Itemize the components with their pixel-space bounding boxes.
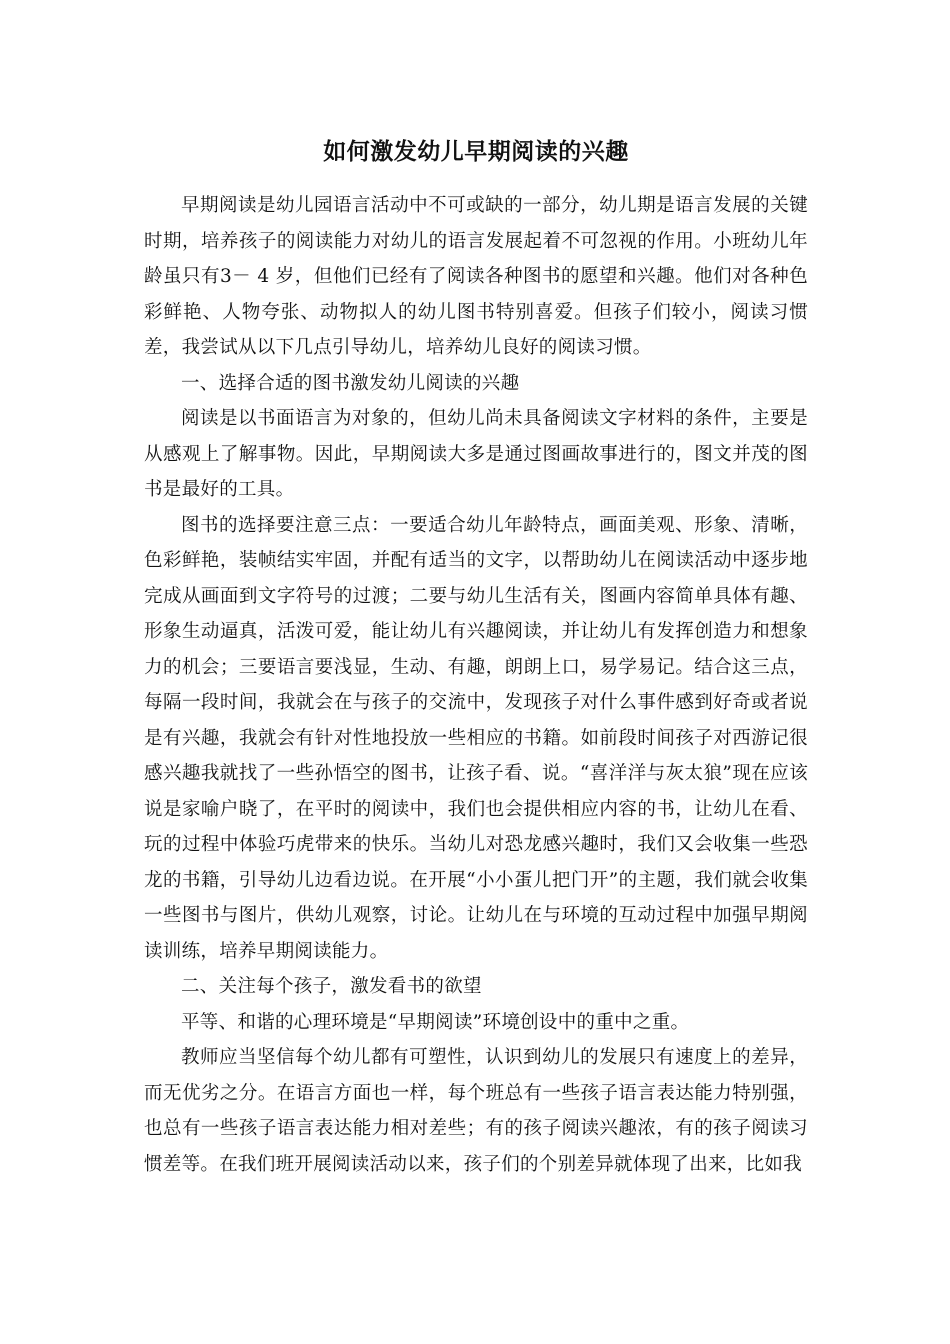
section-heading-1: 一、选择合适的图书激发幼儿阅读的兴趣 bbox=[181, 372, 520, 394]
paragraph-intro: 早期阅读是幼儿园语言活动中不可或缺的一部分，幼儿期是语言发展的关键时期，培养孩子的阅读能力对幼儿的语言发展起着不可忽视的作用。小班幼儿年龄虽只有3－ 4 岁，但他们已经有了阅读各种图书的愿望和兴趣。他们对各种色彩鲜艳、人物夸张、动物拟人的幼儿图书特别喜爱。但孩子们较小，阅读习惯差，我尝试从以下几点引导幼儿，培养幼儿良好的阅读习惯。 bbox=[144, 195, 808, 358]
paragraph-individual-differences: 教师应当坚信每个幼儿都有可塑性，认识到幼儿的发展只有速度上的差异，而无优劣之分。在语言方面也一样，每个班总有一些孩子语言表达能力特别强，也总有一些孩子语言表达能力相对差些；有的孩子阅读兴趣浓，有的孩子阅读习惯差等。在我们班开展阅读活动以来，孩子们的个别差异就体现了出来，比如我 bbox=[144, 1047, 808, 1175]
document-body bbox=[144, 128, 808, 1182]
section-heading-2: 二、关注每个孩子，激发看书的欲望 bbox=[181, 976, 482, 997]
paragraph-reading-objects: 阅读是以书面语言为对象的，但幼儿尚未具备阅读文字材料的条件，主要是从感观上了解事物。因此，早期阅读大多是通过图画故事进行的，图文并茂的图书是最好的工具。 bbox=[144, 408, 808, 500]
paragraph-environment: 平等、和谐的心理环境是“早期阅读”环境创设中的重中之重。 bbox=[181, 1011, 690, 1033]
document-title: 如何激发幼儿早期阅读的兴趣 bbox=[323, 138, 629, 165]
paragraph-book-selection: 图书的选择要注意三点：一要适合幼儿年龄特点，画面美观、形象、清晰，色彩鲜艳，装帧结实牢固，并配有适当的文字，以帮助幼儿在阅读活动中逐步地完成从画面到文字符号的过渡；二要与幼儿生活有关，图画内容简单具体有趣、形象生动逼真，活泼可爱，能让幼儿有兴趣阅读，并让幼儿有发挥创造力和想象力的机会；三要语言要浅显，生动、有趣，朗朗上口，易学易记。结合这三点，每隔一段时间，我就会在与孩子的交流中，发现孩子对什么事件感到好奇或者说是有兴趣，我就会有针对性地投放一些相应的书籍。如前段时间孩子对西游记很感兴趣我就找了一些孙悟空的图书，让孩子看、说。“喜洋洋与灰太狼”现在应该说是家喻户晓了，在平时的阅读中，我们也会提供相应内容的书，让幼儿在看、玩的过程中体验巧虎带来的快乐。当幼儿对恐龙感兴趣时，我们又会收集一些恐龙的书籍，引导幼儿边看边说。在开展“小小蛋儿把门开”的主题，我们就会收集一些图书与图片，供幼儿观察，讨论。让幼儿在与环境的互动过程中加强早期阅读训练，培养早期阅读能力。 bbox=[144, 514, 808, 962]
